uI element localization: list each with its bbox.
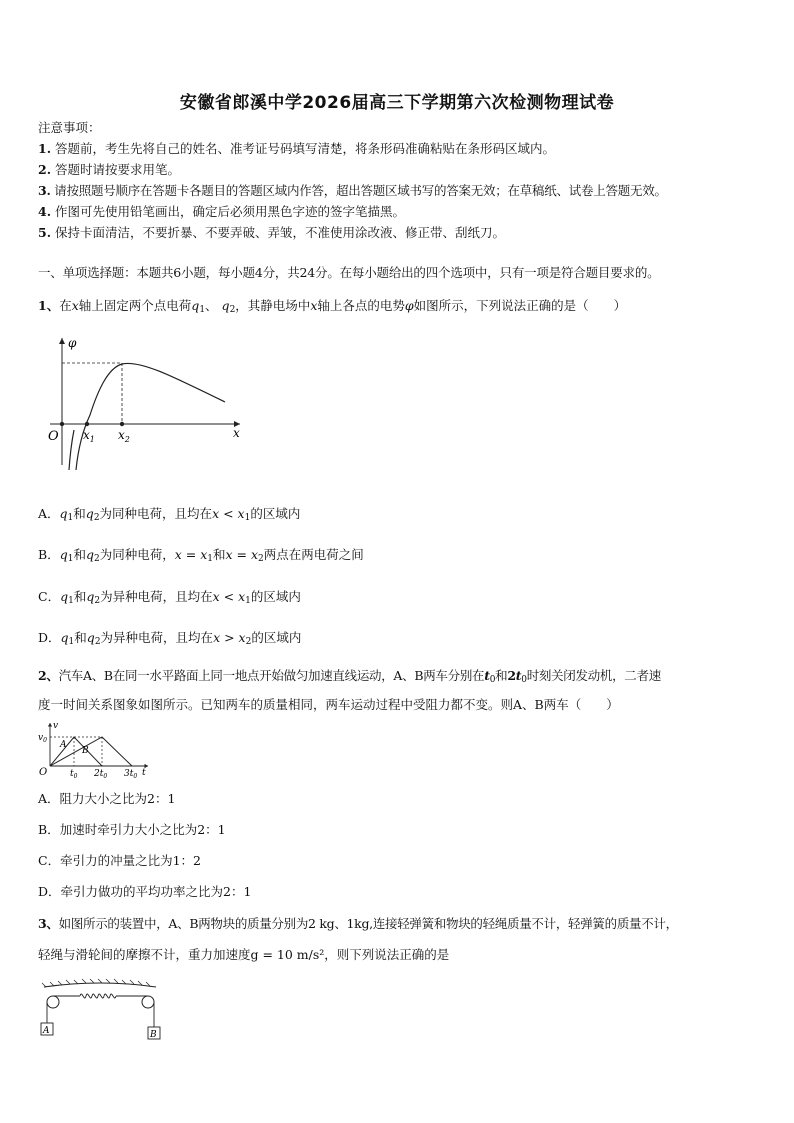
notice-num: 5. [38, 225, 52, 240]
option-label: A． [38, 506, 60, 521]
q1-text: 在 [59, 298, 72, 313]
notice-num: 3. [38, 183, 51, 198]
var-q: q [59, 547, 68, 562]
option-text: 牵引力做功的平均功率之比为2：1 [60, 884, 252, 899]
t-axis-label: t [142, 768, 146, 778]
section-heading: 一、单项选择题：本题共6小题，每小题4分，共24分。在每小题给出的四个选项中，只有一项是符合题目要求的。 [38, 265, 660, 280]
origin-label: O [48, 429, 59, 444]
option-label: C． [38, 589, 61, 604]
option-label: A． [38, 791, 60, 806]
notice-num: 1. [38, 141, 52, 156]
sub: 2 [245, 637, 252, 647]
q1-var-x: x [71, 298, 79, 313]
option-label: C． [38, 853, 61, 868]
q3-spring-pulley-figure [40, 975, 165, 1045]
sub: 2 [94, 637, 101, 647]
option-text: 加速时牵引力大小之比为2：1 [59, 822, 226, 837]
notice-item [38, 204, 405, 220]
sub: 0 [489, 675, 496, 685]
origin-dot [60, 422, 64, 426]
q2-var-t: t [484, 668, 490, 683]
x2-dot [120, 422, 124, 426]
var-q: q [86, 630, 95, 645]
notice-num: 4. [38, 204, 52, 219]
b-label: B [82, 746, 89, 756]
potential-curve-left [69, 430, 74, 470]
q2-text: 汽车A、B在同一水平路面上同一地点开始做匀加速直线运动，A、B两车分别在 [58, 668, 485, 683]
pulley-left [47, 996, 59, 1008]
q1-text: 轴上各点的电势 [317, 298, 405, 313]
option-text: 为同种电荷， [99, 547, 175, 562]
q1-sub: 2 [229, 305, 236, 315]
notice-text: 保持卡面清洁，不要折暴、不要弄破、弄皱，不准使用涂改液、修正带、刮纸刀。 [55, 225, 506, 240]
a-label: A [60, 740, 67, 750]
sub: 2 [93, 513, 100, 523]
q1-number: 1、 [38, 298, 60, 313]
sub: 1 [244, 513, 251, 523]
option-text: 和 [73, 547, 86, 562]
exam-title: 安徽省郎溪中学2026届高三下学期第六次检测物理试卷 [179, 93, 615, 113]
notice-item [38, 162, 180, 178]
q1-stem [38, 298, 626, 318]
option-label: D． [38, 884, 61, 899]
3t0-label: $3t_0$ [124, 769, 138, 780]
notice-item [38, 183, 667, 199]
option-text: 为异种电荷，且均在 [100, 630, 214, 645]
q1-option-d[interactable] [38, 630, 301, 650]
notice-text: 作图可先使用铅笔画出，确定后必须用黑色字迹的签字笔描黑。 [55, 204, 406, 219]
option-text: 的区域内 [250, 589, 301, 604]
var-q: q [59, 506, 68, 521]
option-text: 为异种电荷，且均在 [100, 589, 213, 604]
sub: 2 [258, 554, 264, 564]
q2-option-a[interactable] [38, 791, 175, 807]
q3-stem-line1 [38, 916, 678, 932]
q3-text: 如图所示的装置中，A、B两物块的质量分别为2 kg、1kg,连接轻弹簧和物块的轻绳质量不计，轻弹簧的质量不计， [58, 916, 678, 931]
q1-var-q2: q [221, 298, 230, 313]
notice-num: 2. [38, 162, 52, 177]
var-q: q [86, 589, 95, 604]
q2-vt-graph [36, 720, 156, 780]
q1-text: 如图所示，下列说法正确的是（ ） [413, 298, 627, 313]
sub: 2 [94, 596, 101, 606]
notice-heading: 注意事项： [38, 120, 101, 135]
sub: 2 [93, 554, 100, 564]
spring [80, 994, 116, 998]
option-math: x < x [212, 589, 246, 604]
option-text: 和 [73, 506, 86, 521]
option-text: 为同种电荷，且均在 [99, 506, 213, 521]
potential-curve-right [76, 363, 225, 470]
x-axis-label: x [233, 426, 240, 440]
q1-text: 、 [205, 298, 218, 313]
v-label: v [53, 721, 59, 731]
option-text: 和 [74, 630, 87, 645]
q2-option-d[interactable] [38, 884, 251, 900]
block-b-label: B [150, 1030, 157, 1040]
notice-text: 答题前，考生先将自己的姓名、准考证号码填写清楚，将条形码准确粘贴在条形码区域内。 [55, 141, 556, 156]
q1-text: ，其静电场中 [235, 298, 311, 313]
notice-item [38, 141, 555, 157]
pulley-right [142, 996, 154, 1008]
option-text: 的区域内 [250, 506, 301, 521]
q2-text: 和 [495, 668, 508, 683]
q1-var-q1: q [191, 298, 200, 313]
option-text: 牵引力的冲量之比为1：2 [60, 853, 201, 868]
var-q: q [60, 630, 69, 645]
phi-label: φ [68, 336, 77, 350]
option-text: 和 [212, 547, 226, 562]
q3-number: 3、 [38, 916, 59, 931]
option-text: 两点在两电荷之间 [263, 547, 364, 562]
q1-option-c[interactable] [38, 589, 301, 609]
option-text: 的区域内 [251, 630, 302, 645]
v0-label: $v_0$ [38, 733, 47, 744]
q1-option-a[interactable] [38, 506, 300, 526]
option-math: x = x [174, 547, 208, 562]
block-a-label: A [43, 1026, 50, 1036]
x1-dot [85, 422, 89, 426]
option-math: x < x [212, 506, 245, 521]
q1-text: 轴上固定两个点电荷 [78, 298, 192, 313]
option-math: x = x [225, 547, 259, 562]
q2-stem-line2: 度一时间关系图象如图所示。已知两车的质量相同，两车运动过程中受阻力都不变。则A、B两车（ ） [38, 697, 619, 712]
q1-sub: 1 [199, 305, 206, 315]
origin-label: O [39, 767, 48, 778]
option-label: B． [38, 822, 60, 837]
var-q: q [60, 589, 69, 604]
q2-text: 时刻关闭发动机，二者速 [526, 668, 661, 683]
q2-option-b[interactable] [38, 822, 226, 838]
q2-stem-line1 [38, 668, 661, 688]
option-math: x > x [213, 630, 246, 645]
sub: 1 [68, 596, 74, 606]
sub: 1 [68, 637, 75, 647]
var-q: q [85, 547, 94, 562]
x1-label: $x_1$ [83, 428, 95, 444]
sub: 1 [245, 596, 251, 606]
q2-text: 2 [507, 668, 516, 683]
sub: 1 [67, 513, 74, 523]
notice-text: 请按照题号顺序在答题卡各题目的答题区域内作答，超出答题区域书写的答案无效；在草稿纸、试卷上答题无效。 [54, 183, 667, 198]
sub: 1 [67, 554, 74, 564]
var-q: q [85, 506, 94, 521]
option-label: B． [38, 547, 60, 562]
notice-text: 答题时请按要求用笔。 [55, 162, 181, 177]
option-text: 阻力大小之比为2：1 [59, 791, 176, 806]
q1-var-x: x [310, 298, 318, 313]
option-text: 和 [73, 589, 87, 604]
x2-label: $x_2$ [118, 428, 130, 444]
q3-stem-line2: 轻绳与滑轮间的摩擦不计，重力加速度g = 10 m/s²，则下列说法正确的是 [38, 947, 450, 962]
t0-label: $t_0$ [70, 769, 78, 780]
notice-item [38, 225, 505, 241]
sub: 1 [207, 554, 213, 564]
sub: 0 [521, 675, 527, 685]
option-label: D． [38, 630, 61, 645]
2t0-label: $2t_0$ [94, 769, 108, 780]
q2-var-t: t [515, 668, 522, 683]
q1-var-phi: φ [404, 298, 414, 313]
q2-option-c[interactable] [38, 853, 201, 869]
q1-option-b[interactable] [38, 547, 364, 567]
q2-number: 2、 [38, 668, 59, 683]
q1-potential-graph [40, 330, 250, 475]
